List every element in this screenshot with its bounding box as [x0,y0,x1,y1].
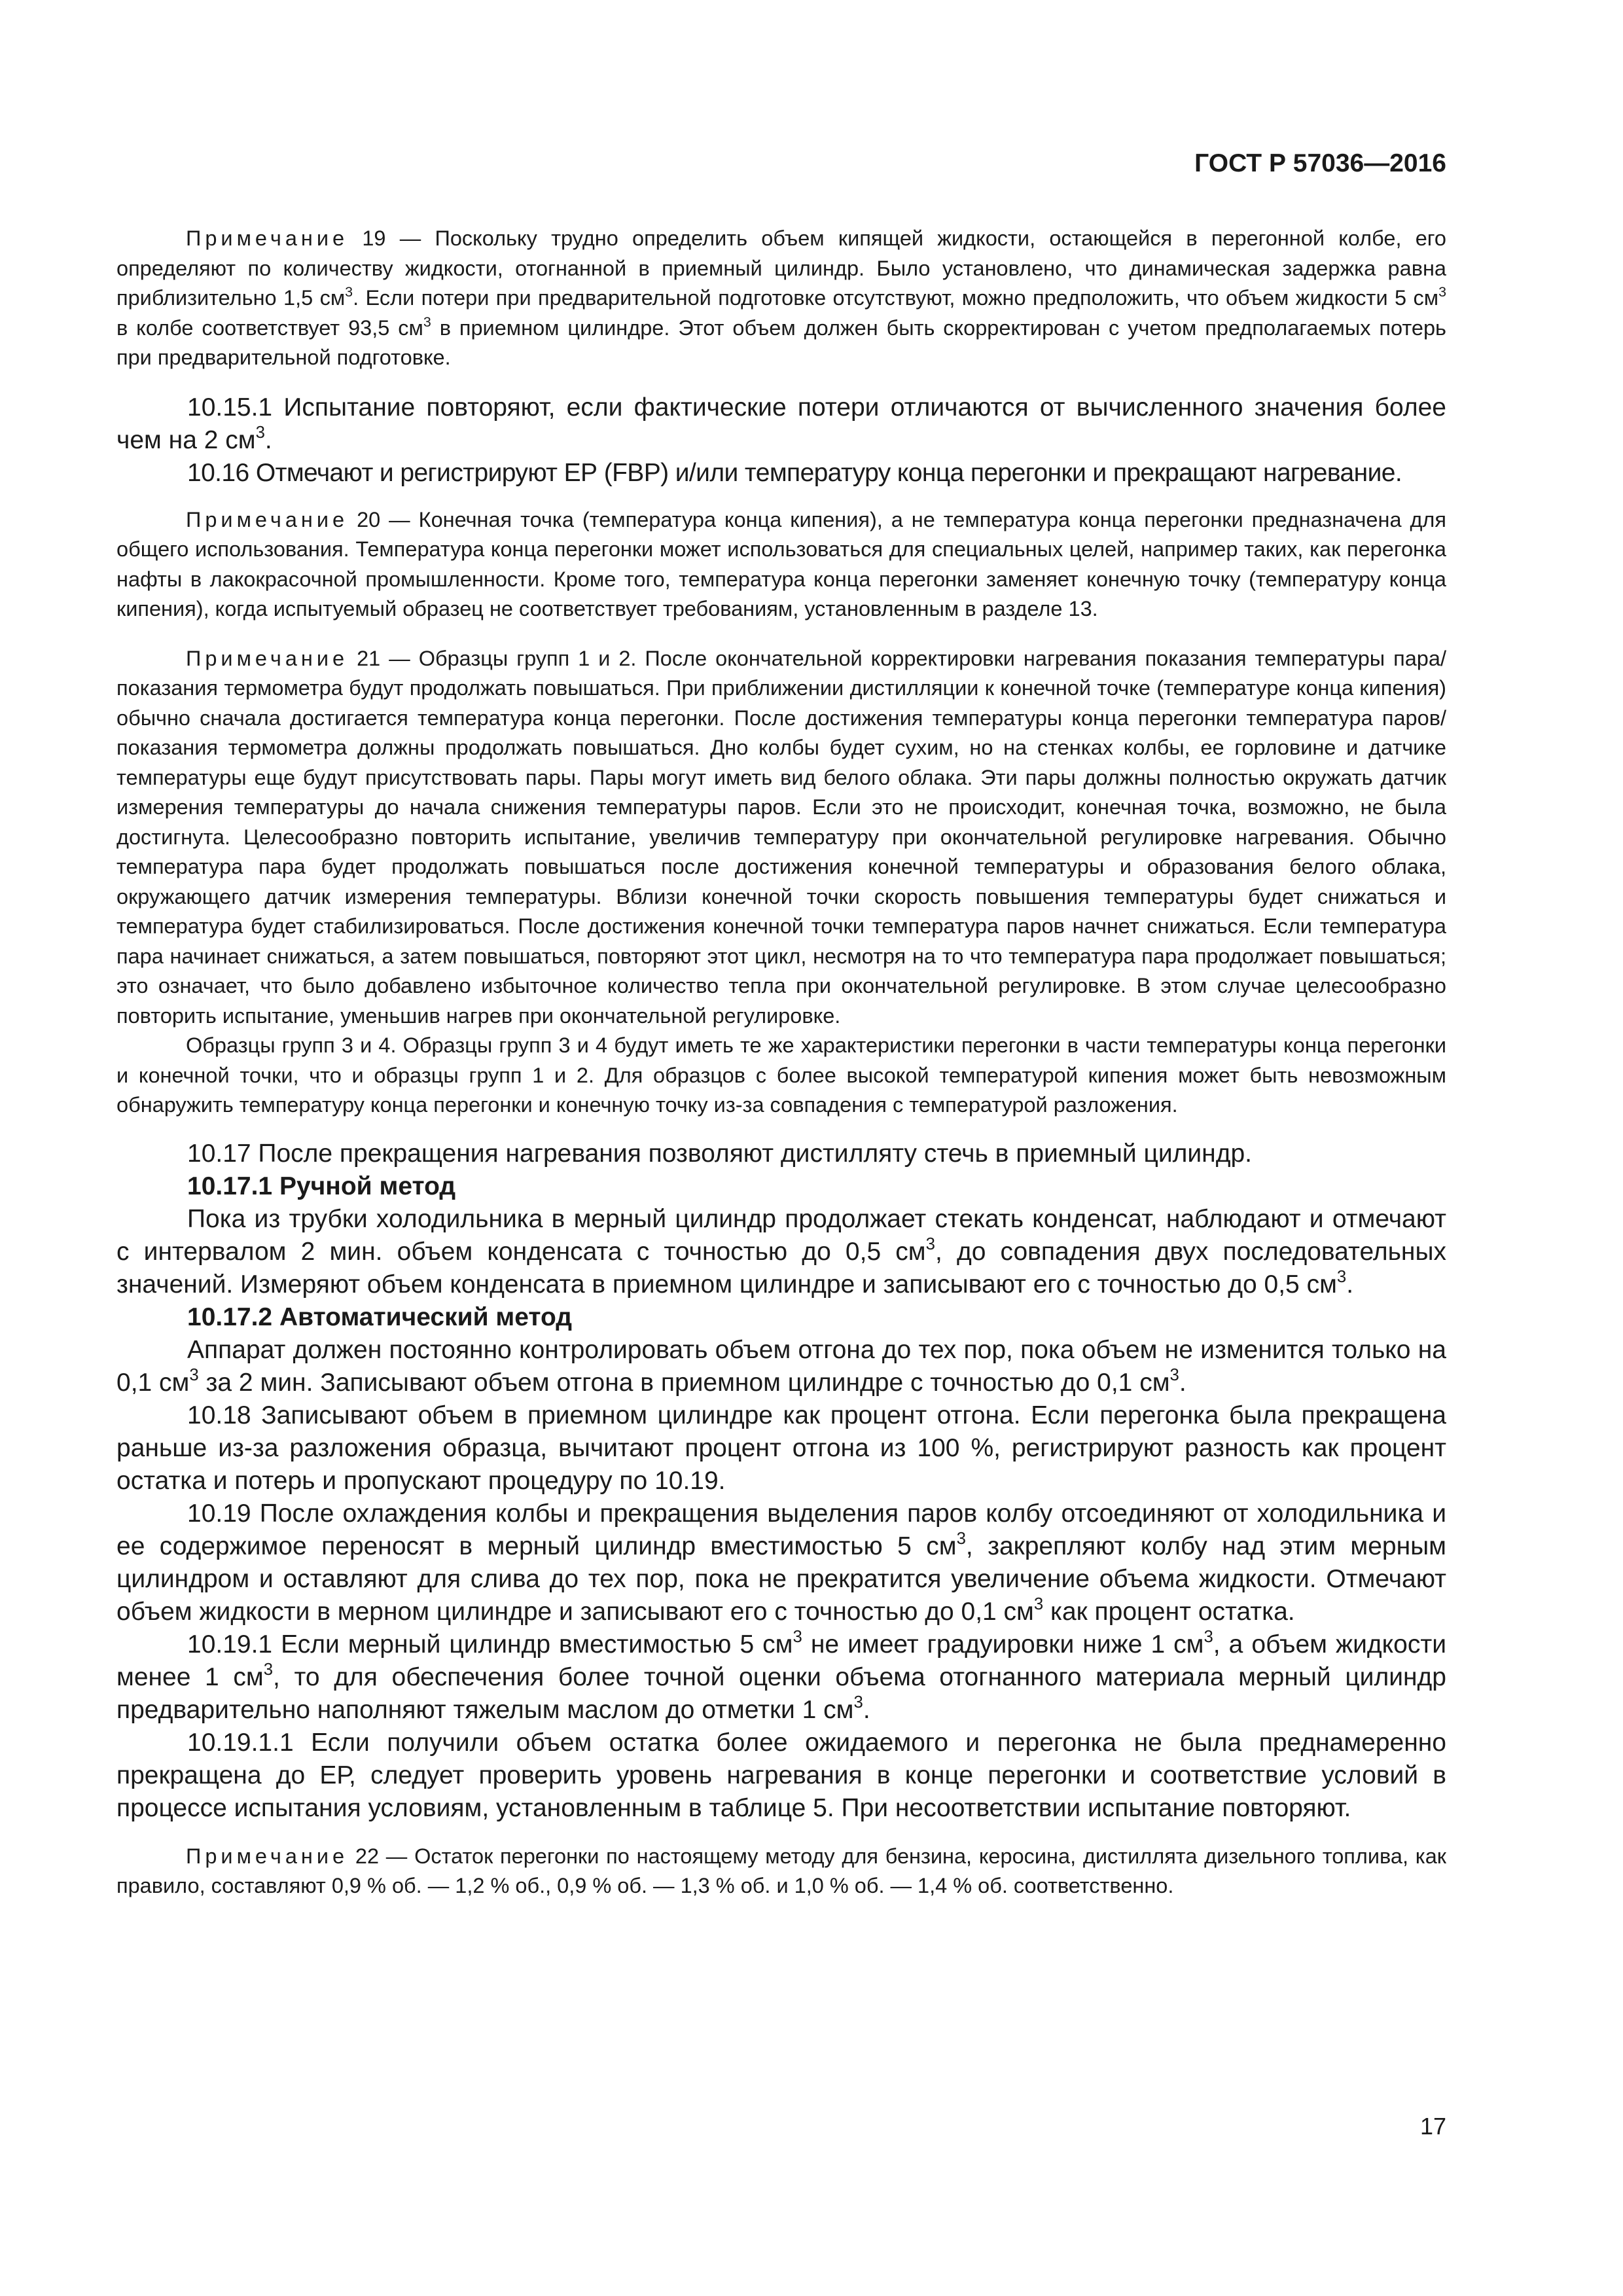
heading-10-17-2: 10.17.2 Автоматический метод [187,1302,573,1331]
document-page [116,0,1446,2296]
note-21: Примечание 21 — Образцы групп 1 и 2. После окончательной корректировки нагревания показания температуры пара/показания термометра будут продолжать повышаться. При приближении дистилляции к конечной точке (температуре конца кипения) обычно сначала достигается температура конца перегонки. После достижения температуры конца перегонки температура паров/показания термометра должны продолжать повышаться. Дно колбы будет сухим, но на стенках колбы, ее горловине и датчике температуры еще будут присутствовать пары. Пары могут иметь вид белого облака. Эти пары должны полностью окружать датчик измерения температуры до начала снижения температуры паров. Если это не происходит, конечная точка, возможно, не была достигнута. Целесообразно повторить испытание, увеличив температуру при окончательной регулировке нагревания. Обычно температура пара будет продолжать повышаться после достижения конечной температуры и образования белого облака, окружающего датчик измерения температуры. Вблизи конечной точки скорость повышения температуры будет снижаться и температура будет стабилизироваться. После достижения конечной точки температура паров начнет снижаться. Если температура пара начинает снижаться, а затем повышаться, повторяют этот цикл, несмотря на то что температура пара продолжает повышаться; это означает, что было добавлено избыточное количество тепла при окончательной регулировке. В этом случае целесообразно повторить испытание, уменьшив нагрев при окончательной регулировке. [116,646,1446,1028]
note-label: Примечание [186,226,349,250]
note-label: Примечание [186,507,349,531]
note-22: Примечание 22 — Остаток перегонки по настоящему методу для бензина, керосина, дистиллята дизельного топлива, как правило, составляют 0,9 % об. — 1,2 % об., 0,9 % об. — 1,3 % об. и 1,0 % об. — 1,4 % об. соответственно. [116,1844,1447,1897]
page-body [116,224,1446,1901]
note-21-continued: Образцы групп 3 и 4. Образцы групп 3 и 4 будут иметь те же характеристики перегонки в части температуры конца перегонки и конечной точки, что и образцы групп 1 и 2. Для образцов с более высокой температурой кипения может быть невозможным обнаружить температуру конца перегонки и конечную точку из-за совпадения с температурой разложения. [116,1033,1446,1117]
standard-code-header: ГОСТ Р 57036—2016 [1194,149,1446,177]
paragraph-10-19-1: 10.19.1 Если мерный цилиндр вместимостью 5 $см^3$ не имеет градуировки ниже 1 $см^3$, а объем жидкости менее 1 $см^3$, то для обеспечения более точной оценки объема отогнанного материала мерный цилиндр предварительно наполняют тяжелым маслом до отметки 1 $см^3$. [116,1628,1446,1724]
paragraph-10-15-1: 10.15.1 Испытание повторяют, если фактические потери отличаются от вычисленного значения более чем на 2 $см^3$. [116,393,1446,454]
paragraph-10-19: 10.19 После охлаждения колбы и прекращения выделения паров колбу отсоединяют от холодильника и ее содержимое переносят в мерный цилиндр вместимостью 5 $см^3$, закрепляют колбу над этим мерным цилиндром и оставляют для слива до тех пор, пока не прекратится увеличение объема жидкости. Отмечают объем жидкости в мерном цилиндре и записывают его с точностью до 0,1 $см^3$ как процент остатка. [116,1499,1446,1626]
note-label: Примечание [186,1844,349,1868]
paragraph-10-19-1-1: 10.19.1.1 Если получили объем остатка более ожидаемого и перегонка не была преднамеренно прекращена до ЕР, следует проверить уровень нагревания в конце перегонки и соответствие условий в процессе испытания условиям, установленным в таблице 5. При несоответствии испытание повторяют. [116,1728,1446,1822]
paragraph-10-16: 10.16 Отмечают и регистрируют ЕР (FBP) и/или температуру конца перегонки и прекращают нагревание. [187,458,1402,487]
note-19: Примечание 19 — Поскольку трудно определить объем кипящей жидкости, остающейся в перегонной колбе, его определяют по количеству жидкости, отогнанной в приемный цилиндр. Было установлено, что динамическая задержка равна приблизительно 1,5 $см^3$. Если потери при предварительной подготовке отсутствуют, можно предположить, что объем жидкости 5 $см^3$ в колбе соответствует 93,5 $см^3$ в приемном цилиндре. Этот объем должен быть скорректирован с учетом предполагаемых потерь при предварительной подготовке. [116,226,1446,369]
paragraph-10-18: 10.18 Записывают объем в приемном цилиндре как процент отгона. Если перегонка была прекращена раньше из-за разложения образца, вычитают процент отгона из 100 %, регистрируют разность как процент остатка и потерь и пропускают процедуру по 10.19. [116,1401,1446,1495]
heading-10-17-1: 10.17.1 Ручной метод [187,1172,456,1200]
paragraph-10-17: 10.17 После прекращения нагревания позволяют дистилляту стечь в приемный цилиндр. [187,1139,1252,1168]
paragraph-10-17-2: Аппарат должен постоянно контролировать объем отгона до тех пор, пока объем не изменится только на 0,1 $см^3$ за 2 мин. Записывают объем отгона в приемном цилиндре с точностью до 0,1 $см^3$. [116,1335,1446,1397]
paragraph-10-17-1: Пока из трубки холодильника в мерный цилиндр продолжает стекать конденсат, наблюдают и отмечают с интервалом 2 мин. объем конденсата с точностью до 0,5 $см^3$, до совпадения двух последовательных значений. Измеряют объем конденсата в приемном цилиндре и записывают его с точностью до 0,5 $см^3$. [116,1204,1446,1299]
note-20: Примечание 20 — Конечная точка (температура конца кипения), а не температура конца перегонки предназначена для общего использования. Температура конца перегонки может использоваться для специальных целей, например таких, как перегонка нафты в лакокрасочной промышленности. Кроме того, температура конца перегонки заменяет конечную точку (температуру конца кипения), когда испытуемый образец не соответствует требованиям, установленным в разделе 13. [116,507,1446,620]
page-number: 17 [1419,2113,1446,2140]
note-label: Примечание [186,646,349,670]
